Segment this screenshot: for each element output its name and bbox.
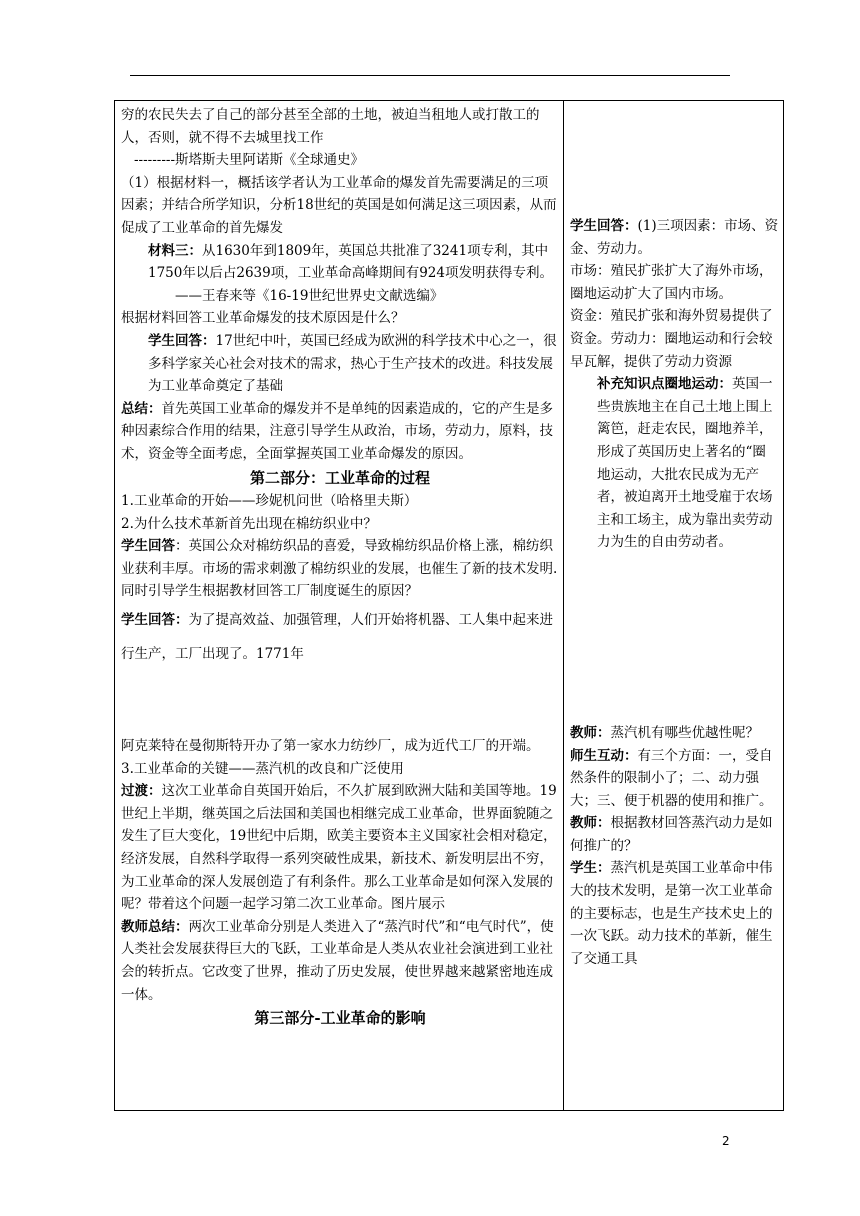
blank-space — [570, 554, 779, 722]
header-rule — [130, 75, 730, 76]
blank-space — [121, 671, 559, 735]
point-2: 2.为什么技术革新首先出现在棉纺织业中？ — [121, 515, 377, 532]
teacher-summary-text: 两次工业革命分别是人类进入了“蒸汽时代”和“电气时代”，使人类社会发展获得巨大的飞跃，工业革命是人类从农业社会演进到工业社会的转折点。它改变了世界，推动了历史发展，使世界越来越紧密地连成一体。 — [121, 918, 554, 1003]
transition — [121, 780, 559, 916]
transition-text: 这次工业革命自英国开始后，不久扩展到欧洲大陆和美国等地。19世纪上半期，继英国之后法国和美国也相继完成工业革命，世界面貌随之发生了巨大变化，19世纪中后期，欧美主要资本主义国家社会相对稳定，经济发展，自然科学取得一系列突破性成果，新技术、新发明层出不穷，为工业革命的深人发展创造了有利条件。那么工业革命是如何深入发展的呢？带着这个问题一起学习第二次工业革命。图片展示 — [121, 783, 557, 913]
question-1: （1）根据材料一，概括该学者认为工业革命的爆发首先需要满足的三项因素；并结合所学知识，分析18世纪的英国是如何满足这三项因素，从而促成了工业革命的首先爆发 — [121, 174, 557, 236]
summary — [121, 398, 559, 466]
teacher-label: 教师： — [570, 815, 611, 832]
activity-cell — [564, 101, 784, 1111]
guide-question: 同时引导学生根据教材回答工厂制度诞生的原因？ — [121, 583, 418, 600]
material-three-label: 材料三： — [148, 242, 202, 259]
teacher-summary-label: 教师总结： — [121, 918, 189, 935]
material-three-text: 从1630年到1809年，英国总共批准了3241项专利，其中1750年以后占2639项，工业革命高峰期间有924项发明获得专利。 — [148, 242, 553, 282]
interaction-label: 师生互动： — [570, 747, 638, 764]
material-three — [121, 240, 559, 285]
student-answer-2 — [121, 535, 559, 580]
teacher-text: 根据教材回答蒸汽动力是如何推广的？ — [570, 815, 773, 854]
student-text: 蒸汽机是英国工业革命中伟大的技术发明，是第一次工业革命的主要标志，也是生产技术史上的一次飞跃。动力技术的革新，催生了交通工具 — [570, 860, 773, 967]
material-source: ---------斯塔斯夫里阿诺斯《全球通史》 — [134, 152, 365, 169]
lesson-content-cell — [115, 101, 564, 1111]
teacher-text: 蒸汽机有哪些优越性呢？ — [610, 724, 759, 741]
student-response — [570, 857, 779, 970]
point-1: 1.工业革命的开始——珍妮机问世（哈格里夫斯） — [121, 493, 418, 510]
student-answer-text: 17世纪中叶，英国已经成为欧洲的科学技术中心之一，很多科学家关心社会对技术的需求，热心于生产技术的改进。科技发展为工业革命奠定了基础 — [148, 332, 557, 395]
factory-text: 阿克莱特在曼彻斯特开办了第一家水力纺纱厂，成为近代工厂的开端。 — [121, 738, 540, 755]
teacher-summary — [121, 916, 559, 1006]
page-number: 2 — [722, 1134, 730, 1148]
student-label: 学生： — [570, 860, 611, 877]
student-answer-label: 学生回答： — [148, 332, 216, 349]
teacher-label: 教师： — [570, 724, 611, 741]
student-answer-text: ：英国公众对棉纺织品的喜爱，导致棉纺织品价格上涨，棉纺织业获利丰厚。市场的需求刺激了棉纺织业的发展，也催生了新的技术发明. — [121, 538, 558, 577]
teacher-question-1 — [570, 722, 779, 745]
question-2: 根据材料回答工业革命爆发的技术原因是什么？ — [121, 310, 405, 327]
student-answer-1 — [121, 330, 559, 398]
section-2-heading: 第二部分：工业革命的过程 — [249, 468, 430, 487]
summary-label: 总结： — [121, 400, 162, 417]
student-answer-right — [570, 215, 779, 260]
summary-text: 首先英国工业革命的爆发并不是单纯的因素造成的，它的产生是多种因素综合作用的结果，注意引导学生从政治，市场，劳动力，原料，技术，资金等全面考虑，全面掌握英国工业革命爆发的原因。 — [121, 400, 553, 462]
student-answer-label: 学生回答： — [121, 612, 189, 629]
student-answer-label: 学生回答： — [570, 218, 638, 234]
interaction-text: 有三个方面：一，受自然条件的限制小了；二、动力强大；三、便于机器的使用和推广。 — [570, 747, 773, 809]
material-text: 穷的农民失去了自己的部分甚至全部的土地，被迫当租地人或打散工的人，否则，就不得不去城里找工作 — [121, 107, 540, 146]
student-answer-text: 为了提高效益、加强管理，人们开始将机器、工人集中起来进行生产，工厂出现了。1771年 — [121, 612, 553, 663]
interaction — [570, 745, 779, 813]
market-text: 市场：殖民扩张扩大了海外市场，圈地运动扩大了国内市场。 — [570, 263, 773, 302]
section-3-heading: 第三部分-工业革命的影响 — [254, 1009, 426, 1028]
student-answer-text: (1)三项因素：市场、资金、劳动力。 — [570, 218, 779, 257]
capital-labor-text: 资金：殖民扩张和海外贸易提供了资金。劳动力：圈地运动和行会较早瓦解，提供了劳动力资源 — [570, 308, 773, 370]
enclosure-note — [570, 373, 779, 554]
point-3: 3.工业革命的关键——蒸汽机的改良和广泛使用 — [121, 760, 404, 777]
lesson-table — [114, 100, 784, 1111]
student-answer-3 — [121, 603, 559, 671]
teacher-question-2 — [570, 812, 779, 857]
transition-label: 过渡： — [121, 783, 162, 800]
enclosure-text: 英国一些贵族地主在自己土地上围上篱笆，赶走农民，圈地养羊，形成了英国历史上著名的“圈地运动，大批农民成为无产者，被迫离开土地受雇于农场主和工场主，成为靠出卖劳动力为生的自由劳动者。 — [597, 376, 773, 551]
enclosure-label: 补充知识点圈地运动： — [597, 376, 732, 393]
material-three-source: ——王春来等《16-19世纪世界史文献选编》 — [175, 287, 444, 304]
student-answer-label: 学生回答 — [121, 538, 175, 555]
